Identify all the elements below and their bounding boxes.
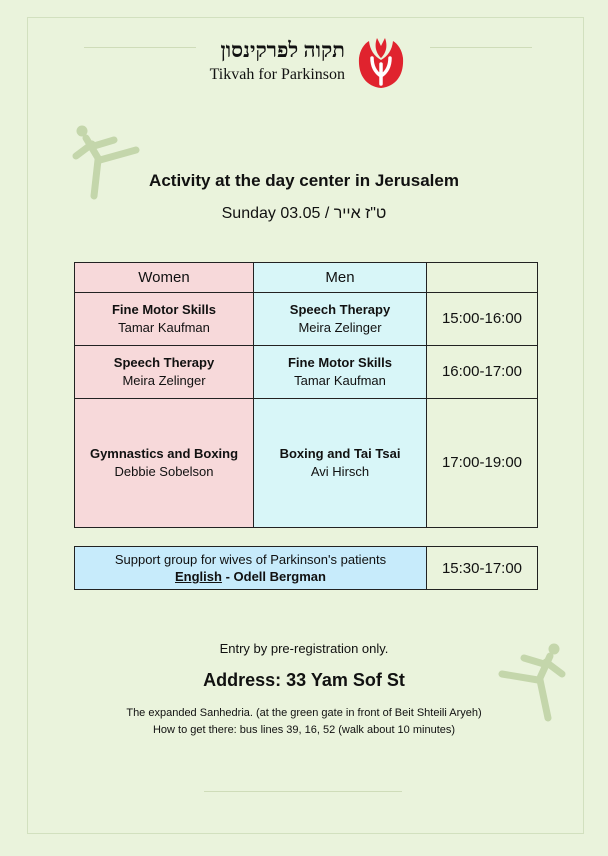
table-row xyxy=(75,399,538,528)
instructor-name: Tamar Kaufman xyxy=(118,320,210,335)
support-leader: Odell Bergman xyxy=(233,569,326,584)
support-separator: - xyxy=(221,569,234,584)
time-column-header xyxy=(427,263,538,293)
activity-name: Speech Therapy xyxy=(113,355,215,370)
activity-name: Boxing and Tai Tsai xyxy=(279,446,401,461)
schedule-table xyxy=(74,262,538,528)
page-title: Activity at the day center in Jerusalem xyxy=(149,171,459,190)
tulip-logo-icon xyxy=(355,36,407,90)
instructor-name: Avi Hirsch xyxy=(310,464,370,479)
instructor-name: Tamar Kaufman xyxy=(294,373,386,388)
activity-name: Gymnastics and Boxing xyxy=(89,446,239,461)
men-session-cell xyxy=(254,293,427,346)
support-group-cell xyxy=(75,547,427,590)
header-divider-right xyxy=(430,47,532,48)
instructor-name: Meira Zelinger xyxy=(298,320,382,335)
activity-name: Fine Motor Skills xyxy=(287,355,392,370)
table-row xyxy=(75,293,538,346)
men-column-header: Men xyxy=(254,263,427,293)
support-language: English xyxy=(175,569,222,584)
session-time: 16:00-17:00 xyxy=(427,346,538,399)
directions-note: How to get there: bus lines 39, 16, 52 (walk about 10 minutes) xyxy=(152,724,456,736)
session-time: 15:00-16:00 xyxy=(427,293,538,346)
location-note: The expanded Sanhedria. (at the green gate in front of Beit Shteili Aryeh) xyxy=(126,707,482,719)
women-session-cell xyxy=(75,346,254,399)
schedule-header-row xyxy=(75,263,538,293)
table-row xyxy=(75,346,538,399)
logo-hebrew-text: תקוה לפרקינסון xyxy=(220,38,345,62)
men-session-cell xyxy=(254,346,427,399)
support-description: Support group for wives of Parkinson's patients xyxy=(114,552,387,567)
instructor-name: Meira Zelinger xyxy=(122,373,206,388)
women-session-cell xyxy=(75,293,254,346)
support-time: 15:30-17:00 xyxy=(427,547,538,590)
men-session-cell xyxy=(254,399,427,528)
date-line: Sunday 03.05 / ט"ז אייר xyxy=(221,205,387,222)
women-column-header: Women xyxy=(75,263,254,293)
activity-name: Fine Motor Skills xyxy=(111,302,216,317)
address: Address: 33 Yam Sof St xyxy=(203,670,405,690)
support-group-row xyxy=(75,547,538,590)
registration-note: Entry by pre-registration only. xyxy=(219,641,389,656)
activity-name: Speech Therapy xyxy=(289,302,391,317)
support-group-table xyxy=(74,546,538,590)
footer-divider xyxy=(204,791,402,792)
instructor-name: Debbie Sobelson xyxy=(114,464,214,479)
logo xyxy=(205,36,410,92)
session-time: 17:00-19:00 xyxy=(427,399,538,528)
logo-english-text: Tikvah for Parkinson xyxy=(209,66,345,83)
header-divider-left xyxy=(84,47,196,48)
women-session-cell xyxy=(75,399,254,528)
